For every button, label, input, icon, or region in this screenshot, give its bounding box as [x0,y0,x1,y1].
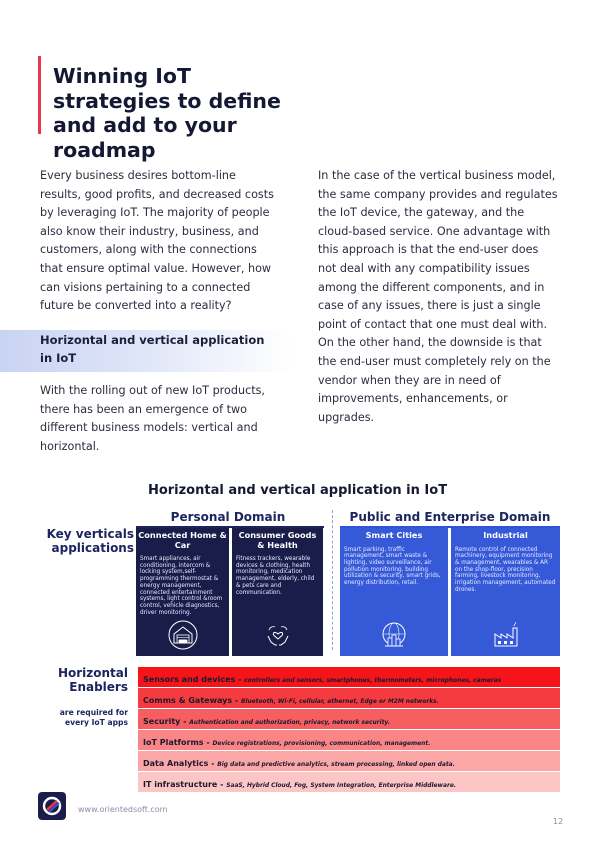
orientedsoft-logo-icon [38,792,66,820]
garage-car-icon [168,620,198,650]
vertical-card-description: Fitness trackers, wearable devices & clothing, health monitoring, medication management, elderly, child & pets care and communication. [236,556,315,596]
enabler-name: Data Analytics [143,759,209,768]
vertical-card-smart-cities [340,528,448,656]
enabler-data-analytics [138,751,560,771]
intro-paragraph: Every business desires bottom-line results, good profits, and decreased costs by leveraging IoT. The majority of people also know their industry, business, and customers, along with the connections that ensure optimal value. However, how can visions pertaining to a connected future be converted into a reality? [40,169,274,313]
enabler-comms-gateways [138,688,560,708]
enabler-description: Device registrations, provisioning, communication, management. [212,741,431,747]
vertical-card-title: Consumer Goods & Health [238,530,317,550]
page-title: Winning IoT strategies to define and add to your roadmap [53,64,281,162]
enabler-description: controllers and sensors, smartphones, thermometers, microphones, cameras [244,678,502,684]
enabler-description: Bluetooth, Wi-Fi, cellular, ethernet, Edge or M2M networks. [240,699,439,705]
enabler-description: SaaS, Hybrid Cloud, Fog, System Integration, Enterprise Middleware. [226,783,457,789]
enabler-name: Sensors and devices [143,675,236,684]
business-models-paragraph: With the rolling out of new IoT products, there has been an emergence of two different business models: vertical and horizontal. [40,384,265,453]
enabler-iot-platforms [138,730,560,750]
page-number: 12 [553,817,564,826]
enabler-name: Security [143,717,181,726]
vertical-card-description: Remote control of connected machinery, equipment monitoring & management, wearables & AR on the shop-floor, precision farming, livestock monitoring, irrigation management, automated drones. [455,546,556,593]
vertical-card-description: Smart parking, traffic management, smart waste & lighting, video surveillance, air pollution monitoring, building utilization & security, smart grids, energy distribution, retail. [344,546,441,587]
public-domain-label: Public and Enterprise Domain [349,510,551,524]
hands-heart-icon [263,620,293,650]
enabler-name: IT infrastructure [143,780,218,789]
figure-title: Horizontal and vertical application in IoT [147,483,448,498]
horizontal-enablers-label: Horizontal Enablers [57,666,128,694]
enabler-name: Comms & Gateways [143,696,233,705]
personal-domain-label: Personal Domain [170,510,286,524]
key-verticals-label: Key verticals applications [46,527,134,555]
required-label: are required for every IoT apps [59,708,128,727]
footer-website-link[interactable]: www.orientedsoft.com [78,805,168,814]
vertical-card-home-car [136,528,229,656]
title-accent-bar [38,56,41,134]
enabler-separator: - [217,780,227,789]
vertical-card-title: Industrial [483,530,528,540]
enabler-name: IoT Platforms [143,738,204,747]
vertical-card-title: Smart Cities [365,530,423,540]
enabler-separator: - [232,696,241,705]
vertical-model-paragraph: In the case of the vertical business model, the same company provides and regulates the IoT device, the gateway, and the cloud-based service. One advantage with this approach is that the end-user does not deal with any compatibility issues among the different components, and in case of any issues, there is just a single point of contact that one must deal with. On the other hand, the downside is that the end-user must completely rely on the vendor when they are in need of improvements, enhancements, or upgrades. [318,169,558,424]
section-subheading: Horizontal and vertical application in IoT [40,333,265,365]
enabler-separator: - [235,675,245,684]
vertical-card-industrial [451,528,560,656]
enabler-description: Big data and predictive analytics, stream processing, linked open data. [217,762,455,768]
vertical-card-consumer-health [232,528,323,656]
city-globe-icon [379,620,409,650]
enabler-separator: - [208,759,218,768]
factory-icon [491,620,521,650]
domain-divider [332,510,333,650]
vertical-card-description: Smart appliances, air conditioning, intercom & locking system,self-programming thermostat & energy management, connected entertainment systems, light control &room control, vehicle diagnostics, driver monitoring. [140,556,223,616]
enabler-security [138,709,560,729]
enabler-separator: - [203,738,213,747]
enabler-description: Authentication and authorization, privacy, network security. [189,720,390,726]
vertical-card-title: Connected Home & Car [138,530,227,550]
enabler-it-infrastructure [138,772,560,792]
enabler-separator: - [180,717,190,726]
enabler-sensors-devices [138,667,560,687]
